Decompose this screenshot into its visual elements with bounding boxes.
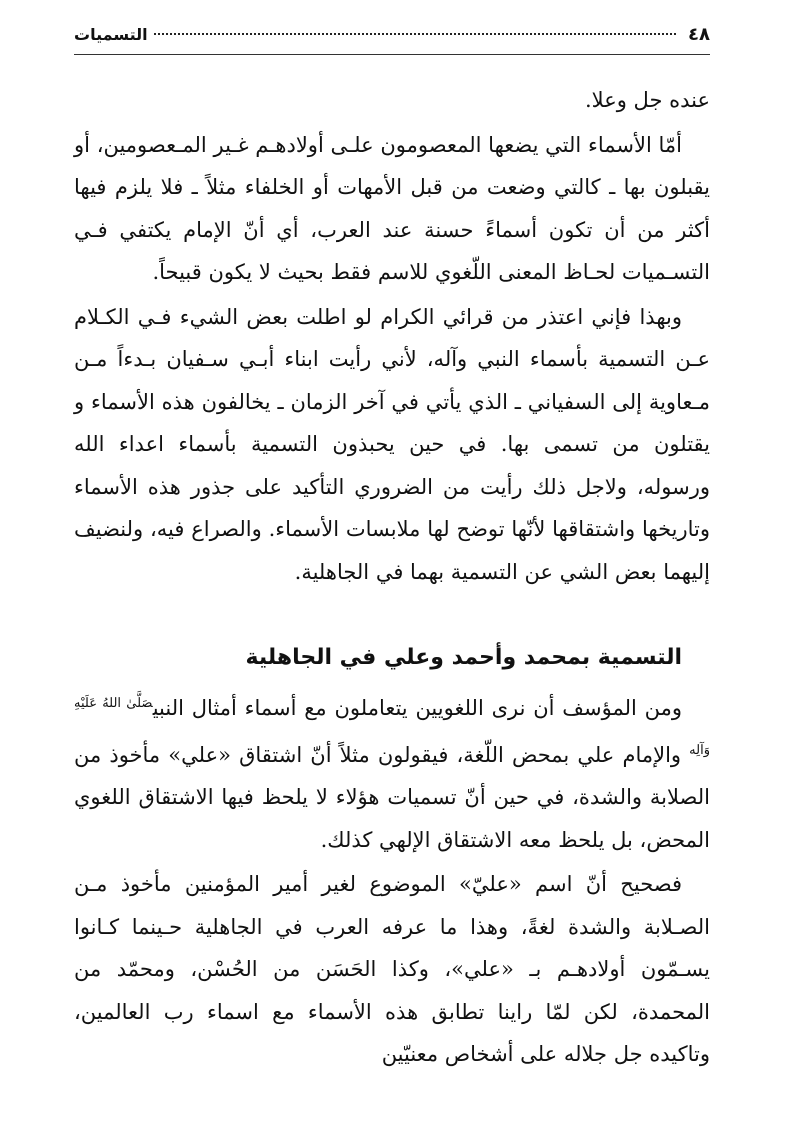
paragraph-4-text-start: ومن المؤسف أن نرى اللغويين يتعاملون مع أسماء أمثال النبي [152, 696, 682, 720]
running-section-title: التسميات [74, 25, 148, 44]
paragraph-2: أمّا الأسماء التي يضعها المعصومون علـى أولادهـم غـير المـعصومين، أو يقبلون بها ـ كالتي وضعت من قبل الأمهات أو الخلفاء مثلاً ـ فلا يلزم فيها أكثر من أن تكون أسماءً حسنة عند العرب، أي أنّ الإمام يكتفي فـي التسـميات لحـاظ المعنى اللّغوي للاسم فقط بحيث لا يكون قبيحاً. [74, 132, 710, 284]
running-header [74, 24, 710, 55]
paragraph-4 [74, 683, 710, 861]
paragraph-1: عنده جل وعلا. [584, 88, 710, 112]
page-body [74, 79, 710, 1076]
book-page [74, 24, 710, 1076]
paragraph-4-text-end: والإمام علي بمحض اللّغة، فيقولون مثلاً أنّ اشتقاق «علي» مأخوذ من الصلابة والشدة، في حين أنّ تسميات هؤلاء لا يلحظ فيها الاشتقاق اللغوي المحض، بل يلحظ معه الاشتقاق الإلهي كذلك. [74, 742, 710, 852]
honorific-mark: صَلَّىٰ اللهُ عَلَيْهِ وَآلِه [74, 696, 710, 758]
section-heading: التسمية بمحمد وأحمد وعلي في الجاهلية [245, 645, 682, 670]
paragraph-3: وبهذا فإني اعتذر من قرائي الكرام لو اطلت بعض الشيء فـي الكـلام عـن التسمية بأسماء النبي وآله، لأني رأيت ابناء أبـي سـفيان بـدءاً مـن مـعاوية إلى السفياني ـ الذي يأتي في آخر الزمان ـ يخالفون هذه الأسماء و يقتلون من تسمى بها. في حين يحبذون التسمية بأسماء اعداء الله ورسوله، ولاجل ذلك رأيت من الضروري التأكيد على جذور هذه الأسماء وتاريخها واشتقاقها لأنّها توضح لها ملابسات الأسماء. والصراع فيه، ولنضيف إليهما بعض الشي عن التسمية بهما في الجاهلية. [74, 304, 710, 584]
paragraph-5: فصحيح أنّ اسم «عليّ» الموضوع لغير أمير المؤمنين مأخوذ مـن الصـلابة والشدة لغةً، وهذا ما عرفه العرب في الجاهلية حـينما كـانوا يسـمّون أولادهـم بـ «علي»، وكذا الحَسَن من الحُسْن، ومحمّد من المحمدة، لكن لمّا راينا تطابق هذه الأسماء مع اسماء رب العالمين، وتاكيده جل جلاله على أشخاص معنيّين [74, 872, 710, 1066]
page-number: ٤٨ [688, 24, 710, 45]
dotted-leader [154, 33, 676, 35]
